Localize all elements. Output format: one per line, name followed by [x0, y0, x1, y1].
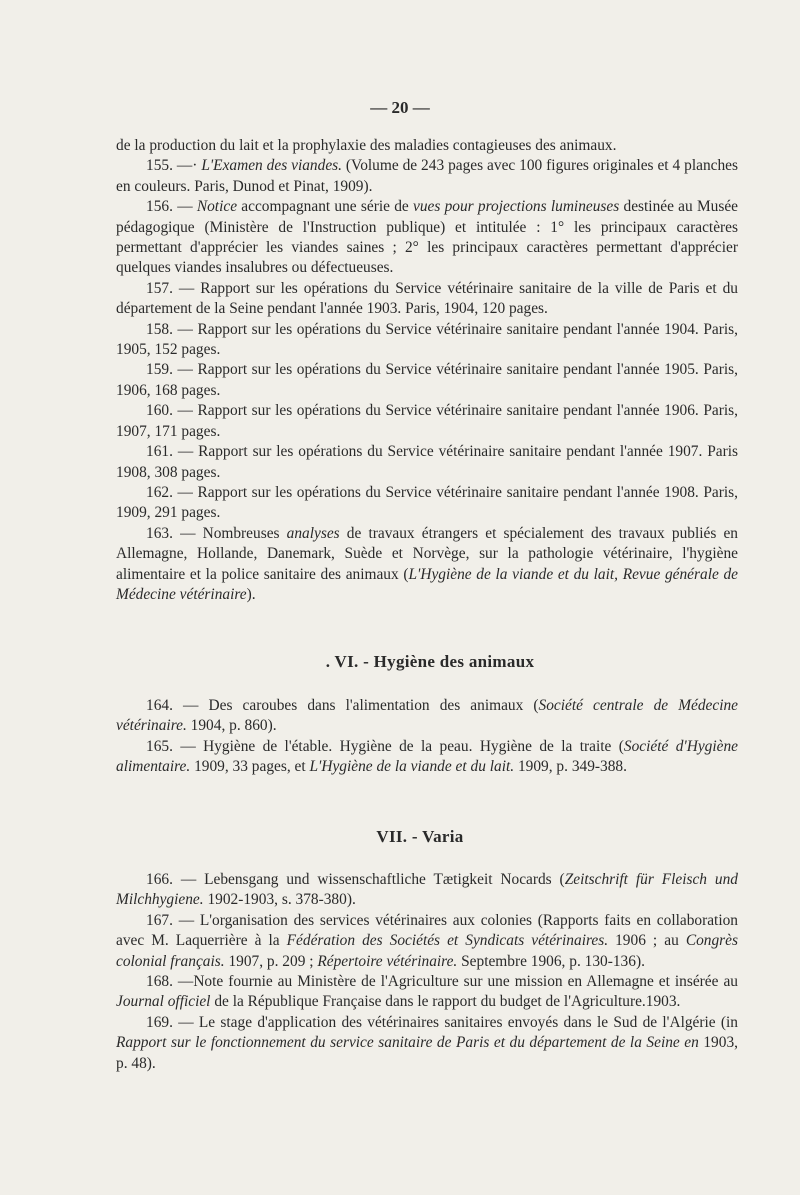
bibliography-entry-167: 167. — L'organisation des services vétérinaires aux colonies (Rapports faits en collaboration avec M. Laquerrière à la Fédération des Sociétés et Syndicats vétérinaires. 1906 ; au Congrès colonial français. 1907, p. 209 ; Répertoire vétérinaire. Septembre 1906, p. 130-136). [116, 911, 738, 970]
page-number: — 20 — [370, 98, 430, 117]
bibliography-entry-158: 158. — Rapport sur les opérations du Service vétérinaire sanitaire pendant l'année 1904. Paris, 1905, 152 pages. [116, 320, 738, 359]
bibliography-entry-157: 157. — Rapport sur les opérations du Service vétérinaire sanitaire de la ville de Paris et du département de la Seine pendant l'année 1903. Paris, 1904, 120 pages. [116, 279, 738, 318]
bibliography-entry-168: 168. —Note fournie au Ministère de l'Agriculture sur une mission en Allemagne et insérée au Journal officiel de la République Française dans le rapport du budget de l'Agriculture.1903. [116, 973, 738, 1011]
section-v-continued [116, 136, 738, 605]
paragraph: de la production du lait et la prophylaxie des maladies contagieuses des animaux. [116, 137, 617, 154]
bibliography-entry-169: 169. — Le stage d'application des vétérinaires sanitaires envoyés dans le Sud de l'Algérie (in Rapport sur le fonctionnement du service sanitaire de Paris et du département de la Seine en 1903, p. 48). [116, 1013, 738, 1072]
bibliography-entry-156: 156. — Notice accompagnant une série de vues pour projections lumineuses destinée au Musée pédagogique (Ministère de l'Instruction publique) et intitulée : 1° les principaux caractères permettant d'apprécier les viandes saines ; 2° les principaux caractères permettant d'apprécier quelques viandes insalubres ou défectueuses. [116, 198, 738, 277]
bibliography-entry-163: 163. — Nombreuses analyses de travaux étrangers et spécialement des travaux publiés en Allemagne, Hollande, Danemark, Suède et Norvège, sur la pathologie vétérinaire, l'hygiène alimentaire et la police sanitaire des animaux (L'Hygiène de la viande et du lait, Revue générale de Médecine vétérinaire). [116, 524, 738, 603]
section-heading-vii: VII. - Varia [376, 827, 464, 846]
bibliography-entry-155: 155. —· L'Examen des viandes. (Volume de 243 pages avec 100 figures originales et 4 planches en couleurs. Paris, Dunod et Pinat, 1909). [116, 157, 738, 195]
section-vii [116, 870, 738, 1074]
bibliography-entry-165: 165. — Hygiène de l'étable. Hygiène de la peau. Hygiène de la traite (Société d'Hygiène alimentaire. 1909, 33 pages, et L'Hygiène de la viande et du lait. 1909, p. 349-388. [116, 737, 738, 776]
section-vi [116, 696, 738, 778]
bibliography-entry-160: 160. — Rapport sur les opérations du Service vétérinaire sanitaire pendant l'année 1906. Paris, 1907, 171 pages. [116, 402, 738, 440]
bibliography-entry-166: 166. — Lebensgang und wissenschaftliche Tætigkeit Nocards (Zeitschrift für Fleisch und Milchhygiene. 1902-1903, s. 378-380). [116, 871, 738, 909]
bibliography-entry-159: 159. — Rapport sur les opérations du Service vétérinaire sanitaire pendant l'année 1905. Paris, 1906, 168 pages. [116, 361, 738, 399]
bibliography-entry-162: 162. — Rapport sur les opérations du Service vétérinaire sanitaire pendant l'année 1908. Paris, 1909, 291 pages. [116, 483, 738, 522]
bibliography-entry-164: 164. — Des caroubes dans l'alimentation des animaux (Société centrale de Médecine vétérinaire. 1904, p. 860). [116, 697, 739, 735]
section-heading-vi: . VI. - Hygiène des animaux [325, 652, 535, 671]
bibliography-entry-161: 161. — Rapport sur les opérations du Service vétérinaire sanitaire pendant l'année 1907. Paris 1908, 308 pages. [116, 443, 738, 481]
